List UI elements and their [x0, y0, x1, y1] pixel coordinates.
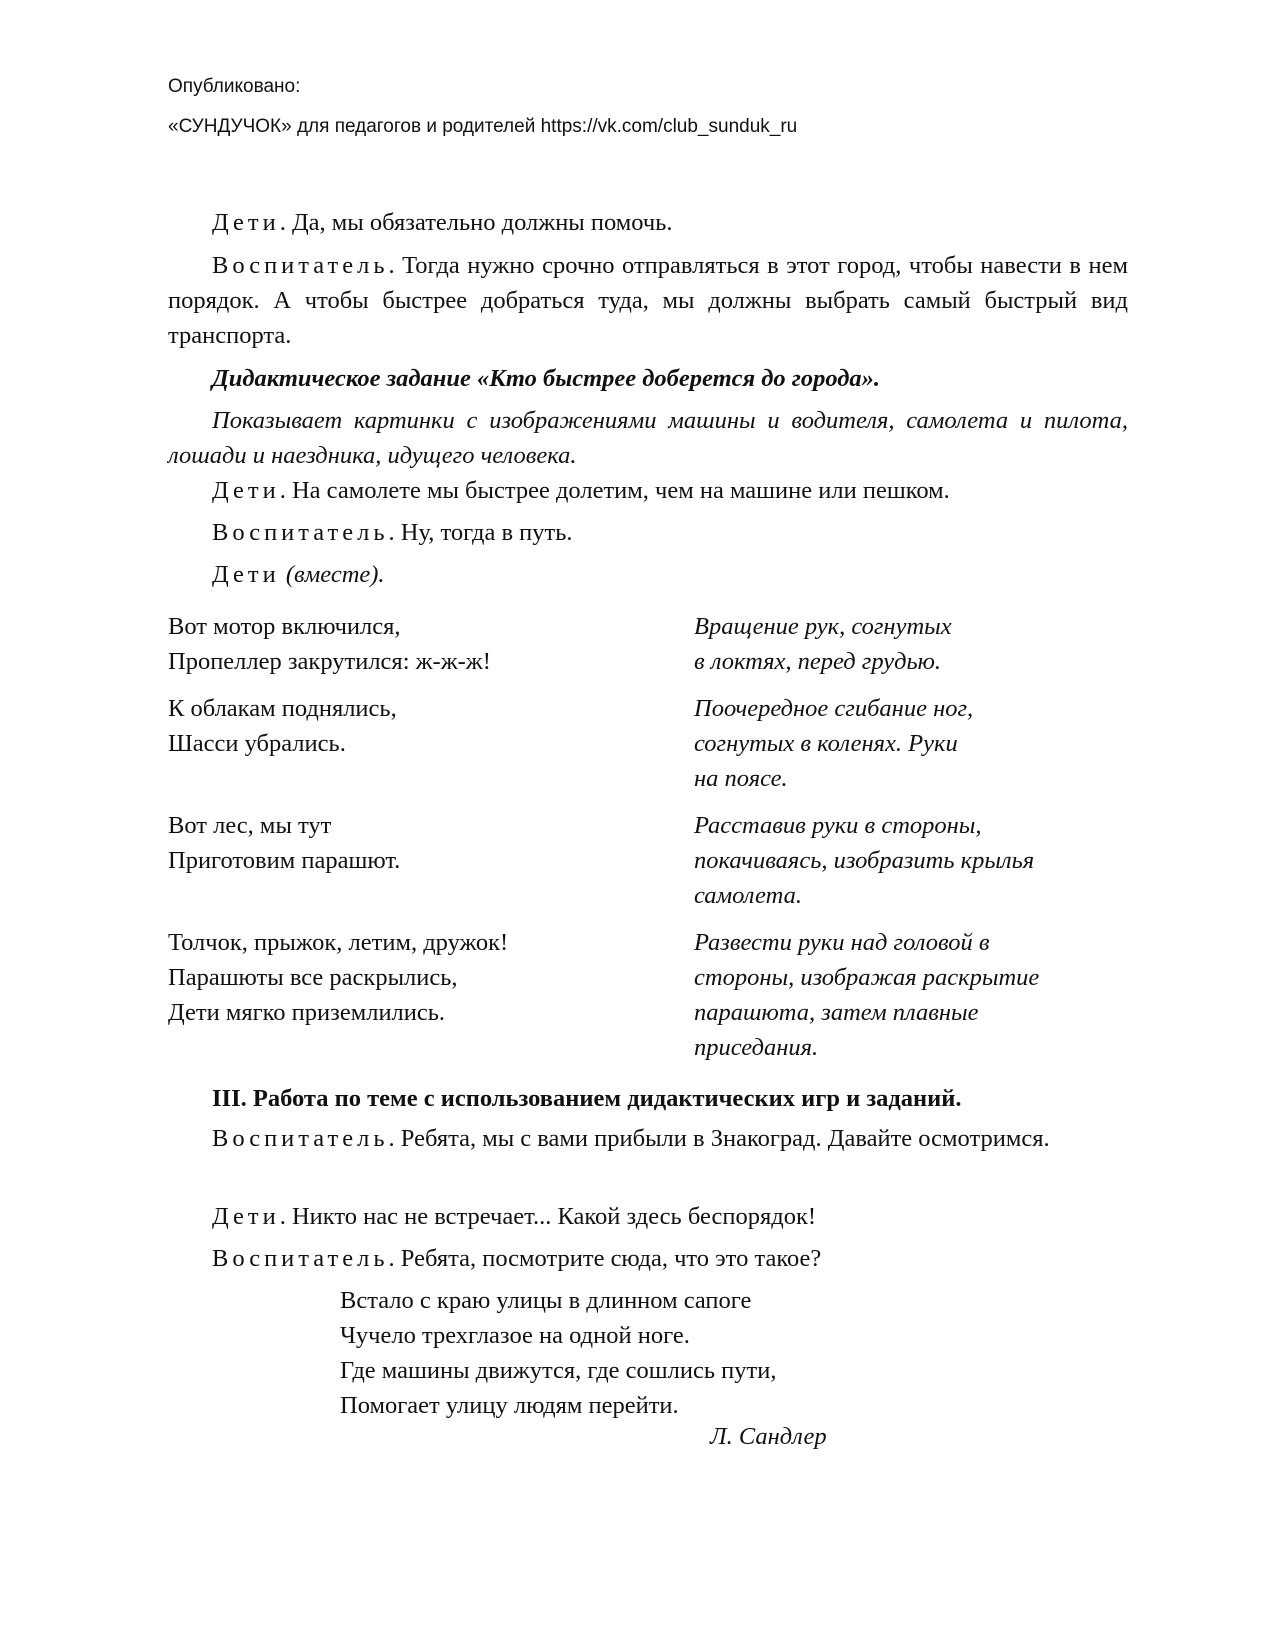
- paragraph: [168, 473, 1128, 508]
- speaker: Дети: [212, 477, 280, 504]
- paragraph: [168, 1199, 1128, 1234]
- verse-line: Толчок, прыжок, летим, дружок!: [168, 929, 509, 956]
- paragraph: [168, 515, 1128, 550]
- action-line: на поясе.: [694, 765, 788, 792]
- verse-line: Шасси убрались.: [168, 730, 346, 757]
- action-line: Поочередное сгибание ног,: [694, 695, 974, 722]
- action-line: согнутых в коленях. Руки: [694, 730, 958, 757]
- speaker: Воспитатель: [212, 519, 389, 546]
- action-line: Расставив руки в стороны,: [694, 812, 982, 839]
- task-description: Показывает картинки с изображениями машины и водителя, самолета и пилота, лошади и наездника, идущего человека.: [168, 407, 1128, 469]
- verse-line: Парашюты все раскрылись,: [168, 964, 458, 991]
- action-line: Вращение рук, согнутых: [694, 613, 952, 640]
- action-cell: [694, 925, 1039, 1065]
- speaker: Воспитатель: [212, 1125, 389, 1152]
- poem-line: Где машины движутся, где сошлись пути,: [340, 1357, 777, 1384]
- speaker: Дети: [212, 1203, 280, 1230]
- action-line: стороны, изображая раскрытие: [694, 964, 1040, 991]
- action-line: покачиваясь, изобразить крылья: [694, 847, 1035, 874]
- paragraph: [168, 1241, 1128, 1276]
- speech: . Ребята, посмотрите сюда, что это такое?: [388, 1245, 822, 1272]
- paragraph: [168, 557, 1128, 592]
- task-title: Дидактическое задание «Кто быстрее доберется до города».: [212, 365, 881, 392]
- verse-line: Приготовим парашют.: [168, 847, 401, 874]
- verse-cell: [168, 808, 400, 878]
- verse-line: Вот мотор включился,: [168, 613, 401, 640]
- action-cell: [694, 808, 1034, 913]
- action-line: самолета.: [694, 882, 802, 909]
- speech: . Тогда нужно срочно отправляться в этот город, чтобы навести в нем порядок. А чтобы быстрее добраться туда, мы должны выбрать самый быстрый вид транспорта.: [168, 252, 1128, 349]
- poem-line: Помогает улицу людям перейти.: [340, 1392, 679, 1419]
- verse-cell: [168, 691, 397, 761]
- action-line: приседания.: [694, 1034, 819, 1061]
- action-line: Развести руки над головой в: [694, 929, 990, 956]
- published-label: Опубликовано:: [168, 76, 301, 97]
- section-heading: III. Работа по теме с использованием дидактических игр и заданий.: [212, 1085, 962, 1112]
- speech: . Да, мы обязательно должны помочь.: [279, 209, 673, 236]
- speech: . Никто нас не встречает... Какой здесь беспорядок!: [279, 1203, 817, 1230]
- paragraph: [168, 205, 1128, 240]
- poem-line: Встало с краю улицы в длинном сапоге: [340, 1287, 752, 1314]
- poem-author: Л. Сандлер: [710, 1423, 827, 1450]
- action-line: парашюта, затем плавные: [694, 999, 979, 1026]
- speaker: Воспитатель: [212, 252, 389, 279]
- speaker: Дети: [212, 209, 280, 236]
- speaker: Дети: [212, 561, 280, 588]
- action-cell: [694, 691, 973, 796]
- riddle-poem: [340, 1283, 777, 1423]
- verse-line: К облакам поднялись,: [168, 695, 397, 722]
- action-line: в локтях, перед грудью.: [694, 648, 942, 675]
- verse-line: Пропеллер закрутился: ж-ж-ж!: [168, 648, 491, 675]
- speaker: Воспитатель: [212, 1245, 389, 1272]
- speech: . Ребята, мы с вами прибыли в Знакоград. Давайте осмотримся.: [388, 1125, 1050, 1152]
- paragraph: [168, 248, 1128, 353]
- speech: . На самолете мы быстрее долетим, чем на машине или пешком.: [279, 477, 950, 504]
- verse-line: Вот лес, мы тут: [168, 812, 332, 839]
- source-line: «СУНДУЧОК» для педагогов и родителей https://vk.com/club_sunduk_ru: [168, 116, 798, 137]
- stage-note: (вместе).: [279, 561, 385, 588]
- verse-line: Дети мягко приземлились.: [168, 999, 446, 1026]
- paragraph: [168, 1121, 1128, 1156]
- poem-line: Чучело трехглазое на одной ноге.: [340, 1322, 690, 1349]
- verse-cell: [168, 609, 491, 679]
- verse-cell: [168, 925, 508, 1030]
- action-cell: [694, 609, 952, 679]
- speech: . Ну, тогда в путь.: [388, 519, 573, 546]
